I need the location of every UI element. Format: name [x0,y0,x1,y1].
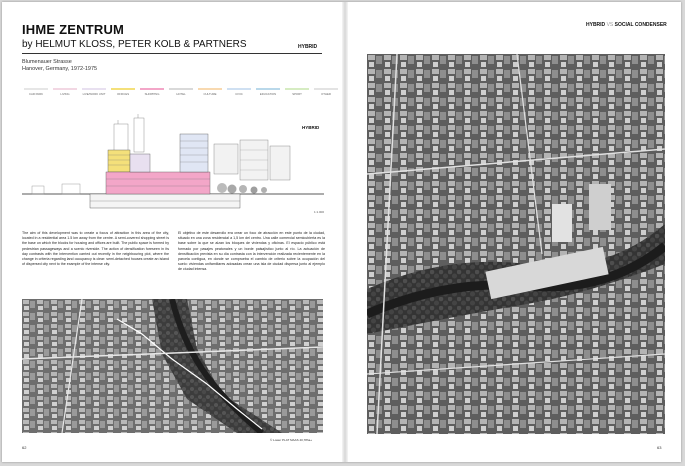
header-hybrid: HYBRID [586,22,606,28]
section-header [586,22,667,28]
aerial-photo-large [367,54,665,434]
page-number-right: 63 [657,445,662,450]
program-categories [24,88,331,102]
category-tag: HYBRID [298,44,318,50]
project-address [22,59,97,73]
book-spread [2,2,681,462]
book-gutter [342,2,348,462]
section-category-tag: HYBRID [302,125,320,130]
category-culture: CULTURE [198,88,222,100]
category-other: OTHER [314,88,338,100]
page-subtitle: by HELMUT KLOSS, PETER KOLB & PARTNERS [22,39,247,50]
photo-credit: © Lower PLAT MAAS 40,78ha+ [270,438,313,442]
header-separator: VS [606,22,615,28]
category-hotel: HOTEL [169,88,193,100]
title-rule [22,53,322,54]
category-civic: CIVIC [227,88,251,100]
category-offices: OFFICES [111,88,135,100]
drawing-scale: 1:1.000 [314,210,325,214]
text-spanish: El objetivo de este desarrollo era crear un foco de atracción en este punto de la ciudad, situado en una zona residencial a 1,5 km del centro. Una calle comercial semicubierta es la base sobre la que se alzan los bloques de viviendas y oficinas. El espacio público está formado por pasajes peatonales y un borde paisajístico junto al río. La actuación de densificación prevista en su día contrasta con la intervención realizada recientemente en la parcela contigua, en donde se comprueba el cambio de criterio sobre la ocupación del suelo: viviendas unifamiliares adosadas crean una isla de ciudad dispersa junto al ejemplo de ciudad intensa. [178,231,325,272]
category-sport: SPORT [285,88,309,100]
aerial-photo-small [22,299,323,433]
header-social-condenser: SOCIAL CONDENSER [614,22,667,28]
text-english: The aim of this development was to create a focus of attraction in this area of the city, located in a residential area 1.5 km away from the centre. A semi-covered shopping street is the base on which the blocks for housing and offices are built. The public space is formed by pedestrian passageways and a scenic riverside. The action of densification foreseen in its day contrasts with the intervention carried out recently in the neighbouring plot, where the change in criteria regarding land occupancy is clear: semi-detached houses create an island of dispersed city next to the example of the intense city. [22,231,169,267]
address-city: Hanover, Germany, 1972-1975 [22,66,98,72]
category-education: EDUCATION [256,88,280,100]
category-living: LIVING [53,88,77,100]
category-car-park: CAR PARK [24,88,48,100]
category-live-work-unit: LIVE/WORK UNIT [82,88,106,100]
building-section-drawing [22,114,324,218]
page-title: IHME ZENTRUM [22,22,125,37]
address-street: Blumenauer Strasse [22,59,72,65]
category-shopping: SHOPPING [140,88,164,100]
page-number-left: 62 [22,445,27,450]
